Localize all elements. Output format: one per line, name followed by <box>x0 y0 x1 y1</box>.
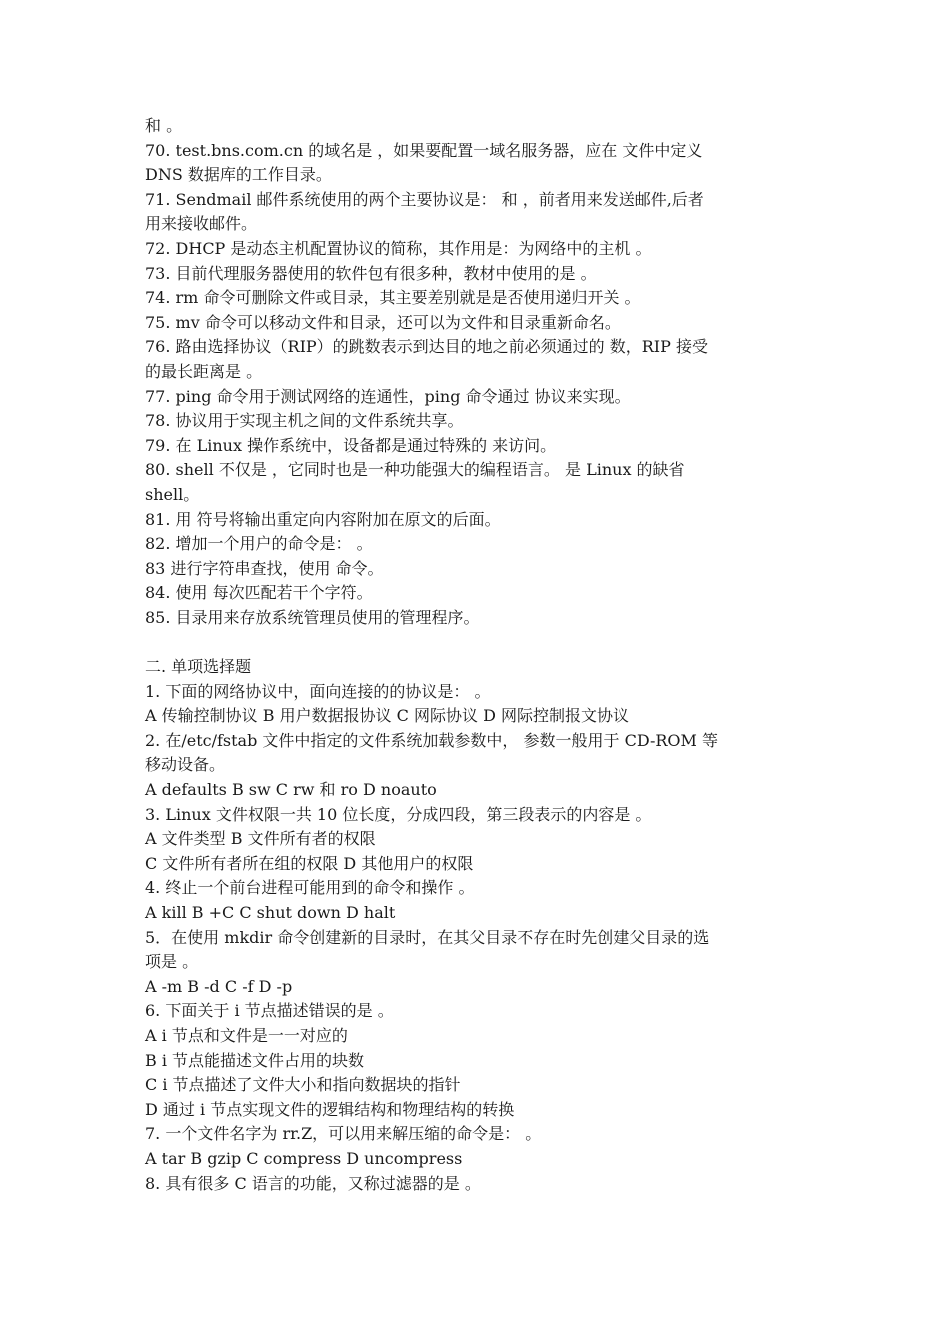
document-page <box>145 114 815 1196</box>
choice-options: A tar B gzip C compress D uncompress <box>145 1148 463 1168</box>
question-81: 81. 用 符号将输出重定向内容附加在原文的后面。 <box>145 509 501 529</box>
choice-options: A -m B -d C -f D -p <box>145 976 293 996</box>
question-75: 75. mv 命令可以移动文件和目录，还可以为文件和目录重新命名。 <box>145 312 621 332</box>
choice-question-2: 2. 在/etc/fstab 文件中指定的文件系统加载参数中， 参数一般用于 CD-ROM 等 <box>145 730 719 750</box>
choice-option-b: B i 节点能描述文件占用的块数 <box>145 1050 365 1070</box>
question-83: 83 进行字符串查找，使用 命令。 <box>145 558 384 578</box>
question-74: 74. rm 命令可删除文件或目录，其主要差别就是是否使用递归开关 。 <box>145 288 641 308</box>
question-76: 76. 路由选择协议（RIP）的跳数表示到达目的地之前必须通过的 数，RIP 接受 <box>145 337 708 357</box>
question-73: 73. 目前代理服务器使用的软件包有很多种，教材中使用的是 。 <box>145 263 597 283</box>
choice-option-a: A i 节点和文件是一一对应的 <box>145 1025 348 1045</box>
text-line: 的最长距离是 。 <box>145 361 263 381</box>
question-77: 77. ping 命令用于测试网络的连通性，ping 命令通过 协议来实现。 <box>145 386 631 406</box>
choice-question-1: 1. 下面的网络协议中，面向连接的的协议是： 。 <box>145 681 491 701</box>
choice-question-7: 7. 一个文件名字为 rr.Z，可以用来解压缩的命令是： 。 <box>145 1124 542 1144</box>
fill-in-section <box>145 114 815 630</box>
choice-option-c: C i 节点描述了文件大小和指向数据块的指针 <box>145 1075 461 1095</box>
question-82: 82. 增加一个用户的命令是： 。 <box>145 534 373 554</box>
choice-question-5: 5．在使用 mkdir 命令创建新的目录时，在其父目录不存在时先创建父目录的选 <box>145 927 710 947</box>
text-line: 用来接收邮件。 <box>145 214 258 234</box>
choice-options: A 文件类型 B 文件所有者的权限 <box>145 829 376 849</box>
question-80: 80. shell 不仅是 ，它同时也是一种功能强大的编程语言。 是 Linux 的缺省 <box>145 460 685 480</box>
text-line: shell。 <box>145 484 200 504</box>
choice-section <box>145 655 815 1196</box>
choice-question-6: 6. 下面关于 i 节点描述错误的是 。 <box>145 1001 394 1021</box>
choice-option-d: D 通过 i 节点实现文件的逻辑结构和物理结构的转换 <box>145 1099 515 1119</box>
choice-question-3: 3. Linux 文件权限一共 10 位长度，分成四段，第三段表示的内容是 。 <box>145 804 652 824</box>
text-line: 和 。 <box>145 116 183 135</box>
question-79: 79. 在 Linux 操作系统中，设备都是通过特殊的 来访问。 <box>145 435 557 455</box>
section-heading: 二. 单项选择题 <box>145 657 252 677</box>
choice-options: A defaults B sw C rw 和 ro D noauto <box>145 780 437 800</box>
question-71: 71. Sendmail 邮件系统使用的两个主要协议是： 和 ，前者用来发送邮件,后者 <box>145 189 704 209</box>
choice-options: A kill B +C C shut down D halt <box>145 903 396 922</box>
text-line: 项是 。 <box>145 952 199 972</box>
text-line: DNS 数据库的工作目录。 <box>145 165 332 185</box>
question-72: 72. DHCP 是动态主机配置协议的简称，其作用是：为网络中的主机 。 <box>145 238 652 258</box>
text-line: 移动设备。 <box>145 755 226 775</box>
choice-question-4: 4. 终止一个前台进程可能用到的命令和操作 。 <box>145 878 475 898</box>
choice-options: A 传输控制协议 B 用户数据报协议 C 网际协议 D 网际控制报文协议 <box>145 706 629 726</box>
choice-question-8: 8. 具有很多 C 语言的功能，又称过滤器的是 。 <box>145 1173 481 1193</box>
choice-options: C 文件所有者所在组的权限 D 其他用户的权限 <box>145 853 474 873</box>
section-gap <box>145 630 815 655</box>
question-84: 84. 使用 每次匹配若干个字符。 <box>145 583 373 603</box>
question-78: 78. 协议用于实现主机之间的文件系统共享。 <box>145 411 464 431</box>
question-70: 70. test.bns.com.cn 的域名是 ，如果要配置一域名服务器，应在 文件中定义 <box>145 140 703 160</box>
question-85: 85. 目录用来存放系统管理员使用的管理程序。 <box>145 607 480 627</box>
